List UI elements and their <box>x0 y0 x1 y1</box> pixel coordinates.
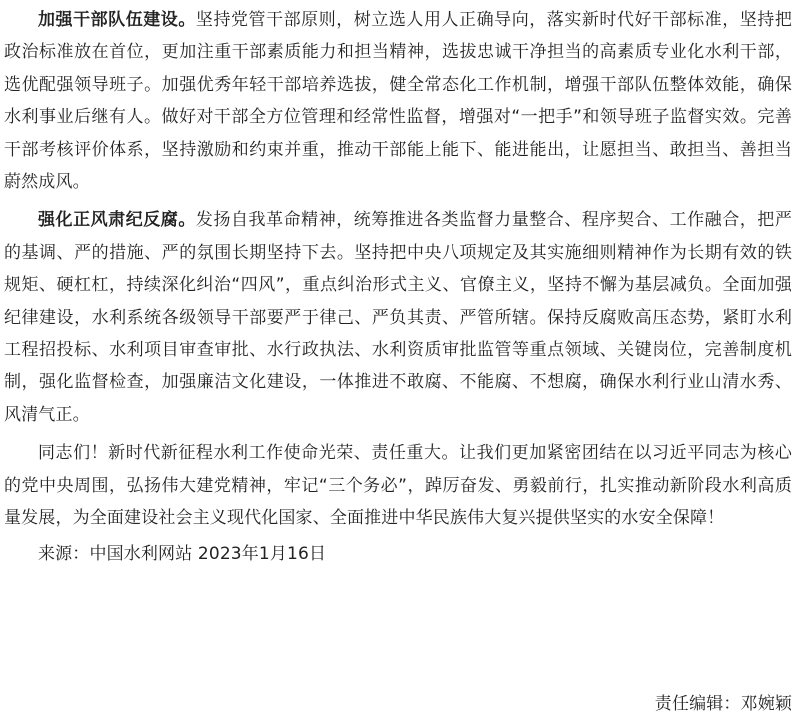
paragraph-text: 坚持党管干部原则，树立选人用人正确导向，落实新时代好干部标准，坚持把政治标准放在首位，更加注重干部素质能力和担当精神，选拔忠诚干净担当的高素质专业化水利干部，选优配强领导班子。加强优秀年轻干部培养选拔，健全常态化工作机制，增强干部队伍整体效能，确保水利事业后继有人。做好对干部全方位管理和经常性监督，增强对“一把手”和领导班子监督实效。完善干部考核评价体系，坚持激励和约束并重，推动干部能上能下、能进能出，让愿担当、敢担当、善担当蔚然成风。 <box>4 10 792 193</box>
paragraph-cadre-team-building <box>4 4 792 198</box>
article-body <box>4 0 792 570</box>
paragraph-heading: 强化正风肃纪反腐。 <box>38 210 196 231</box>
paragraph-text: 同志们！新时代新征程水利工作使命光荣、责任重大。让我们更加紧密团结在以习近平同志为核心的党中央周围，弘扬伟大建党精神，牢记“三个务必”，踔厉奋发、勇毅前行，扎实推动新阶段水利高质量发展，为全面建设社会主义现代化国家、全面推进中华民族伟大复兴提供坚实的水安全保障！ <box>4 443 792 529</box>
paragraph-text: 发扬自我革命精神，统筹推进各类监督力量整合、程序契合、工作融合，把严的基调、严的措施、严的氛围长期坚持下去。坚持把中央八项规定及其实施细则精神作为长期有效的铁规矩、硬杠杠，持续深化纠治“四风”，重点纠治形式主义、官僚主义，坚持不懈为基层减负。全面加强纪律建设，水利系统各级领导干部要严于律己、严负其责、严管所辖。保持反腐败高压态势，紧盯水利工程招投标、水利项目审查审批、水行政执法、水利资质审批监管等重点领域、关键岗位，完善制度机制，强化监督检查，加强廉洁文化建设，一体推进不敢腐、不能腐、不想腐，确保水利行业山清水秀、风清气正。 <box>4 210 792 425</box>
source-line: 来源：中国水利网站 2023年1月16日 <box>38 543 327 564</box>
paragraph-closing <box>4 437 792 534</box>
paragraph-heading: 加强干部队伍建设。 <box>38 10 196 30</box>
responsible-editor: 责任编辑：邓婉颖 <box>654 694 792 714</box>
paragraph-anti-corruption <box>4 204 792 431</box>
